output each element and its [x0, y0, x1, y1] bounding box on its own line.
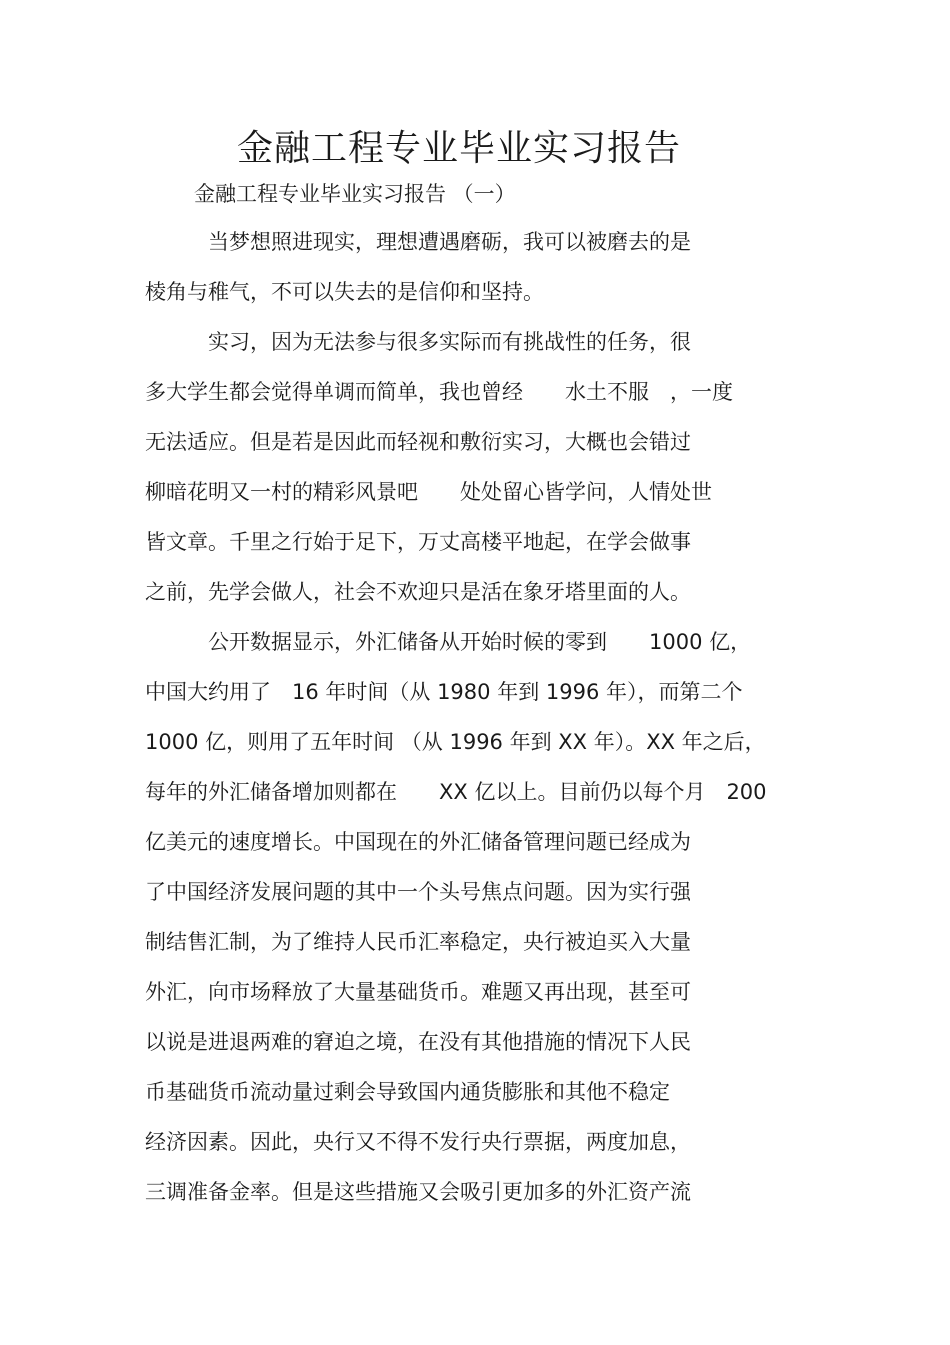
paragraph-line: 三调准备金率。但是这些措施又会吸引更加多的外汇资产流: [145, 1180, 691, 1204]
paragraph-line: 之前，先学会做人，社会不欢迎只是活在象牙塔里面的人。: [145, 580, 691, 604]
paragraph-line: 柳暗花明又一村的精彩风景吧 处处留心皆学问，人情处世: [145, 480, 712, 504]
paragraph-line: 以说是进退两难的窘迫之境，在没有其他措施的情况下人民: [145, 1030, 691, 1054]
paragraph-line: 实习，因为无法参与很多实际而有挑战性的任务，很: [208, 330, 691, 354]
paragraph-line: 棱角与稚气，不可以失去的是信仰和坚持。: [145, 280, 544, 304]
paragraph-line: 每年的外汇储备增加则都在 XX 亿以上。目前仍以每个月 200: [145, 780, 767, 804]
paragraph-line: 无法适应。但是若是因此而轻视和敷衍实习，大概也会错过: [145, 430, 691, 454]
paragraph-line: 了中国经济发展问题的其中一个头号焦点问题。因为实行强: [145, 880, 691, 904]
paragraph-line: 中国大约用了 16 年时间（从 1980 年到 1996 年），而第二个: [145, 680, 743, 704]
paragraph-line: 经济因素。因此，央行又不得不发行央行票据，两度加息，: [145, 1130, 691, 1154]
paragraph-line: 皆文章。千里之行始于足下，万丈高楼平地起，在学会做事: [145, 530, 691, 554]
paragraph-line: 当梦想照进现实，理想遭遇磨砺，我可以被磨去的是: [208, 230, 691, 254]
paragraph-line: 多大学生都会觉得单调而简单，我也曾经 水土不服 ，一度: [145, 380, 733, 404]
paragraph-line: 1000 亿，则用了五年时间 （从 1996 年到 XX 年）。XX 年之后，: [145, 730, 766, 754]
paragraph-line: 外汇，向市场释放了大量基础货币。难题又再出现，甚至可: [145, 980, 691, 1004]
paragraph-line: 币基础货币流动量过剩会导致国内通货膨胀和其他不稳定: [145, 1080, 670, 1104]
paragraph-line: 制结售汇制，为了维持人民币汇率稳定，央行被迫买入大量: [145, 930, 691, 954]
paragraph-line: 亿美元的速度增长。中国现在的外汇储备管理问题已经成为: [145, 830, 691, 854]
paragraph-line: 公开数据显示，外汇储备从开始时候的零到 1000 亿，: [208, 630, 752, 654]
document-title: 金融工程专业毕业实习报告: [236, 128, 681, 169]
subtitle-line: 金融工程专业毕业实习报告 （一）: [194, 182, 516, 206]
